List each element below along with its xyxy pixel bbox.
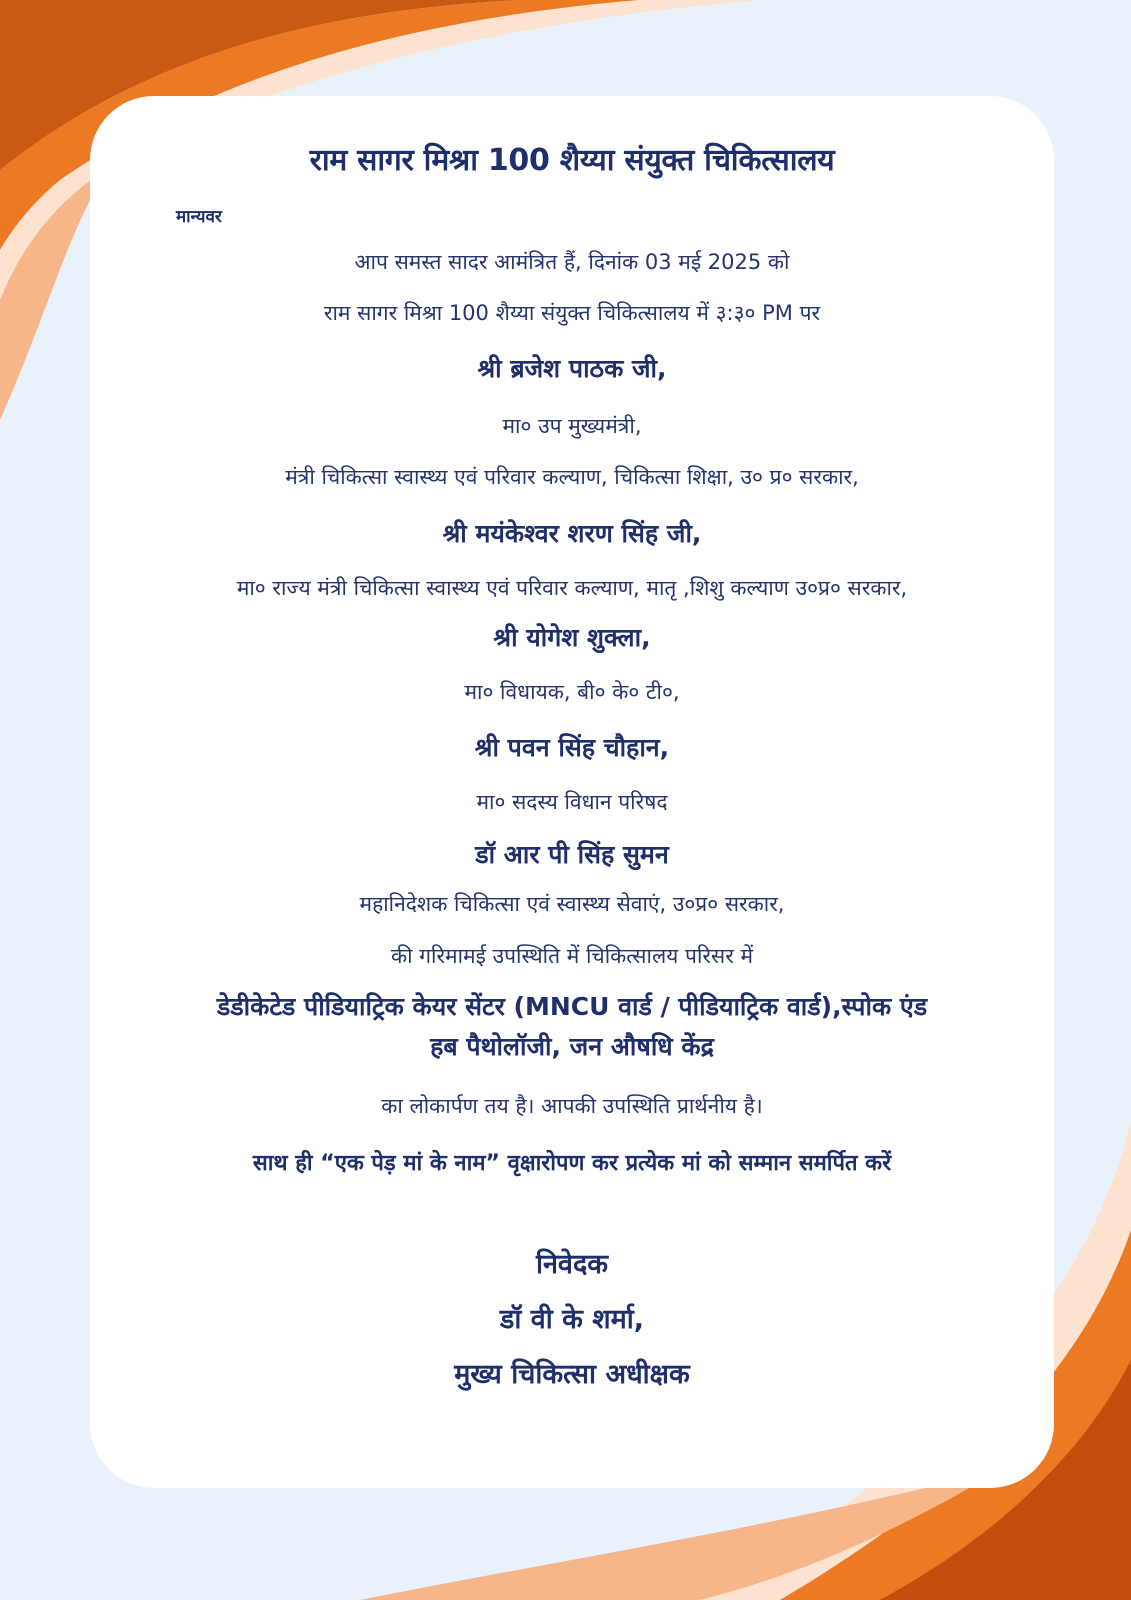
intro-line-venue: राम सागर मिश्रा 100 शैय्या संयुक्त चिकित्सालय में ३:३० PM पर bbox=[323, 301, 821, 325]
project-line: डेडीकेटेड पीडियाट्रिक केयर सेंटर (MNCU वार्ड / पीडियाट्रिक वार्ड),स्पोक एंड bbox=[216, 992, 928, 1021]
guest-name: श्री पवन सिंह चौहान, bbox=[474, 733, 670, 762]
guest-name: श्री मयंकेश्वर शरण सिंह जी, bbox=[442, 519, 702, 548]
guest-designation: मा० विधायक, बी० के० टी०, bbox=[464, 680, 680, 704]
tree-plantation-line: साथ ही “एक पेड़ मां के नाम” वृक्षारोपण कर प्रत्येक मां को सम्मान समर्पित करें bbox=[252, 1151, 892, 1176]
signoff-designation: मुख्य चिकित्सा अधीक्षक bbox=[454, 1359, 690, 1390]
guest-designation: मंत्री चिकित्सा स्वास्थ्य एवं परिवार कल्याण, चिकित्सा शिक्षा, उ० प्र० सरकार, bbox=[285, 465, 859, 489]
signoff-name: डॉ वी के शर्मा, bbox=[499, 1304, 645, 1335]
guest-name: श्री योगेश शुक्ला, bbox=[493, 623, 651, 652]
invitation-card bbox=[90, 96, 1054, 1488]
inauguration-line: का लोकार्पण तय है। आपकी उपस्थिति प्रार्थनीय है। bbox=[381, 1094, 763, 1118]
hospital-title: राम सागर मिश्रा 100 शैय्या संयुक्त चिकित्सालय bbox=[309, 143, 835, 178]
guest-name: श्री ब्रजेश पाठक जी, bbox=[477, 354, 667, 383]
guest-designation: महानिदेशक चिकित्सा एवं स्वास्थ्य सेवाएं, उ०प्र० सरकार, bbox=[359, 892, 785, 916]
guest-name: डॉ आर पी सिंह सुमन bbox=[475, 840, 669, 869]
intro-line-date: आप समस्त सादर आमंत्रित हैं, दिनांक 03 मई 2025 को bbox=[354, 250, 790, 274]
guest-designation: मा० उप मुख्यमंत्री, bbox=[502, 414, 642, 438]
presence-line: की गरिमामई उपस्थिति में चिकित्सालय परिसर में bbox=[390, 944, 754, 968]
guest-designation: मा० राज्य मंत्री चिकित्सा स्वास्थ्य एवं परिवार कल्याण, मातृ ,शिशु कल्याण उ०प्र० सरकार, bbox=[236, 576, 908, 600]
project-line: हब पैथोलॉजी, जन औषधि केंद्र bbox=[430, 1032, 714, 1061]
salutation: मान्यवर bbox=[176, 207, 222, 227]
signoff-label: निवेदक bbox=[535, 1249, 609, 1280]
guest-designation: मा० सदस्य विधान परिषद bbox=[476, 790, 668, 814]
